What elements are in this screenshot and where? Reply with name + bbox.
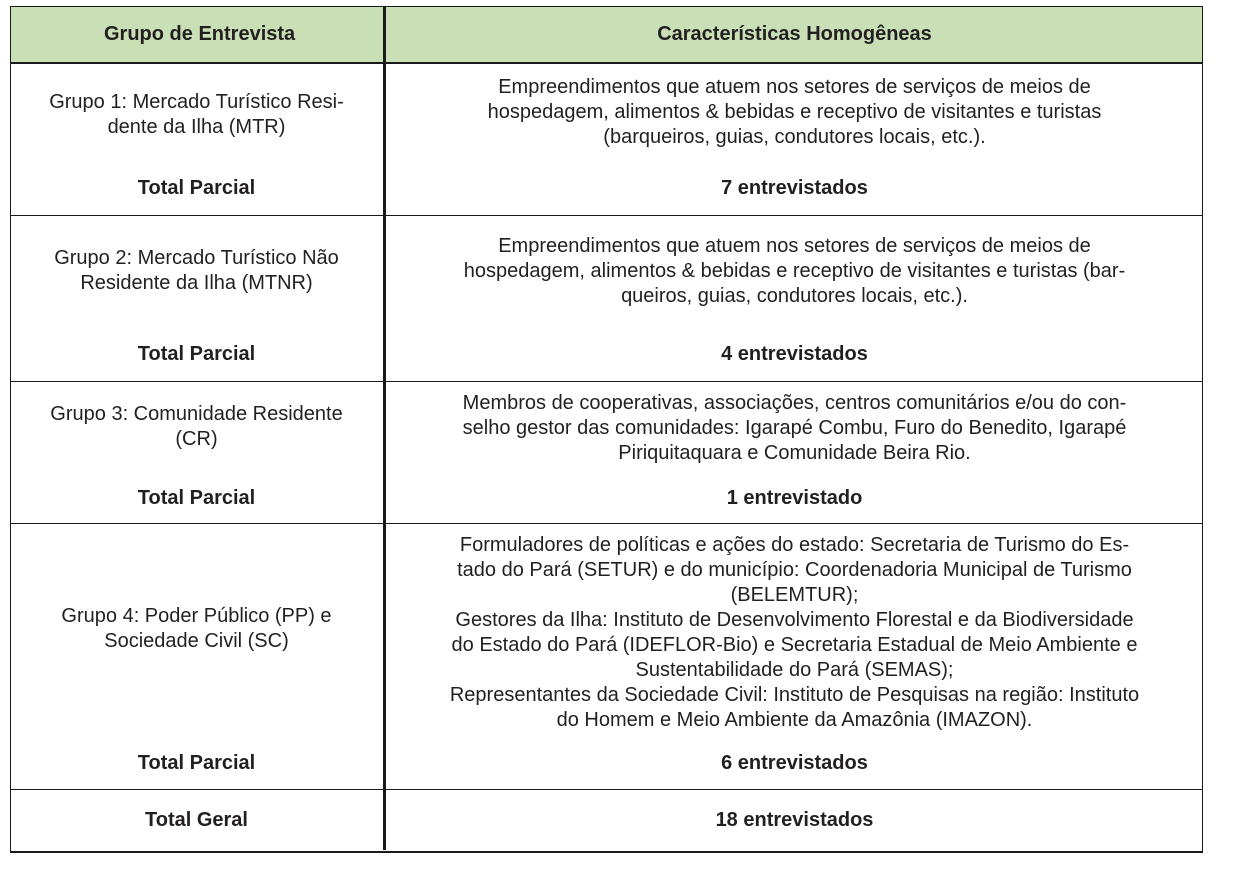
group-2-label-cell <box>10 216 386 381</box>
group-1-label-line-2: dente da Ilha (MTR) <box>107 116 286 138</box>
group-4-desc-line-4: Gestores da Ilha: Instituto de Desenvolvimento Florestal e da Biodiversidade <box>455 609 1134 631</box>
total-geral-value: 18 entrevistados <box>715 809 874 831</box>
group-3-total-value: 1 entrevistado <box>726 487 863 509</box>
group-4-desc-line-8: do Homem e Meio Ambiente da Amazônia (IMAZON). <box>556 709 1033 731</box>
group-1-total-label: Total Parcial <box>137 177 256 199</box>
group-1-label-line-1: Grupo 1: Mercado Turístico Resi- <box>49 91 344 113</box>
group-1-label-cell <box>10 64 386 215</box>
group-4-description <box>386 533 1203 733</box>
header-group-label: Grupo de Entrevista <box>104 23 296 45</box>
group-4-label-cell <box>10 524 386 789</box>
group-1-desc-line-2: hospedagem, alimentos & bebidas e receptivo de visitantes e turistas <box>487 101 1102 123</box>
group-2-label <box>10 246 383 296</box>
group-4-label-line-2: Sociedade Civil (SC) <box>104 630 289 652</box>
total-geral-label: Total Geral <box>145 809 248 831</box>
total-geral-label-cell <box>10 790 386 850</box>
table-row-total-geral <box>10 790 1203 850</box>
group-1-description <box>386 75 1203 150</box>
group-2-label-line-1: Grupo 2: Mercado Turístico Não <box>54 247 339 269</box>
group-1-label <box>10 90 383 140</box>
interview-groups-table <box>10 6 1203 850</box>
group-3-description-cell <box>386 382 1203 523</box>
group-4-total-value: 6 entrevistados <box>721 752 868 774</box>
group-4-desc-line-6: Sustentabilidade do Pará (SEMAS); <box>635 659 954 681</box>
group-3-label-line-1: Grupo 3: Comunidade Residente <box>50 403 343 425</box>
table-row-group-4 <box>10 524 1203 790</box>
group-3-label-cell <box>10 382 386 523</box>
group-4-total-label: Total Parcial <box>137 752 256 774</box>
group-2-label-line-2: Residente da Ilha (MTNR) <box>80 272 313 294</box>
group-3-desc-line-3: Piriquitaquara e Comunidade Beira Rio. <box>618 442 971 464</box>
group-1-desc-line-3: (barqueiros, guias, condutores locais, etc.). <box>603 126 986 148</box>
group-4-desc-line-7: Representantes da Sociedade Civil: Instituto de Pesquisas na região: Instituto <box>449 684 1140 706</box>
table-header-row <box>10 6 1203 64</box>
group-1-total-value: 7 entrevistados <box>721 177 868 199</box>
group-4-label-line-1: Grupo 4: Poder Público (PP) e <box>61 605 332 627</box>
header-characteristics-label: Características Homogêneas <box>657 23 932 45</box>
total-geral-value-cell <box>386 790 1203 850</box>
group-2-description <box>386 234 1203 309</box>
group-4-desc-line-3: (BELEMTUR); <box>730 584 859 606</box>
header-cell-group <box>10 7 386 62</box>
header-cell-characteristics <box>386 7 1203 62</box>
group-2-desc-line-3: queiros, guias, condutores locais, etc.). <box>621 285 968 307</box>
table-row-group-1 <box>10 64 1203 216</box>
group-4-label <box>10 604 383 654</box>
group-4-desc-line-5: do Estado do Pará (IDEFLOR-Bio) e Secretaria Estadual de Meio Ambiente e <box>451 634 1138 656</box>
table-row-group-3 <box>10 382 1203 524</box>
group-2-desc-line-1: Empreendimentos que atuem nos setores de serviços de meios de <box>498 235 1091 257</box>
group-1-description-cell <box>386 64 1203 215</box>
table-bottom-border <box>10 851 1203 853</box>
group-3-label-line-2: (CR) <box>175 428 218 450</box>
group-2-description-cell <box>386 216 1203 381</box>
group-3-total-label: Total Parcial <box>137 487 256 509</box>
group-3-description <box>386 391 1203 466</box>
group-2-total-label: Total Parcial <box>137 343 256 365</box>
group-2-total-value: 4 entrevistados <box>721 343 868 365</box>
table-left-border <box>10 6 11 853</box>
group-3-label <box>10 402 383 452</box>
group-3-desc-line-1: Membros de cooperativas, associações, centros comunitários e/ou do con- <box>462 392 1127 414</box>
group-4-description-cell <box>386 524 1203 789</box>
group-4-desc-line-2: tado do Pará (SETUR) e do município: Coordenadoria Municipal de Turismo <box>457 559 1132 581</box>
group-1-desc-line-1: Empreendimentos que atuem nos setores de serviços de meios de <box>498 76 1091 98</box>
table-right-border <box>1202 6 1203 853</box>
table-row-group-2 <box>10 216 1203 382</box>
group-4-desc-line-1: Formuladores de políticas e ações do estado: Secretaria de Turismo do Es- <box>459 534 1130 556</box>
group-2-desc-line-2: hospedagem, alimentos & bebidas e receptivo de visitantes e turistas (bar- <box>463 260 1126 282</box>
group-3-desc-line-2: selho gestor das comunidades: Igarapé Combu, Furo do Benedito, Igarapé <box>462 417 1127 439</box>
